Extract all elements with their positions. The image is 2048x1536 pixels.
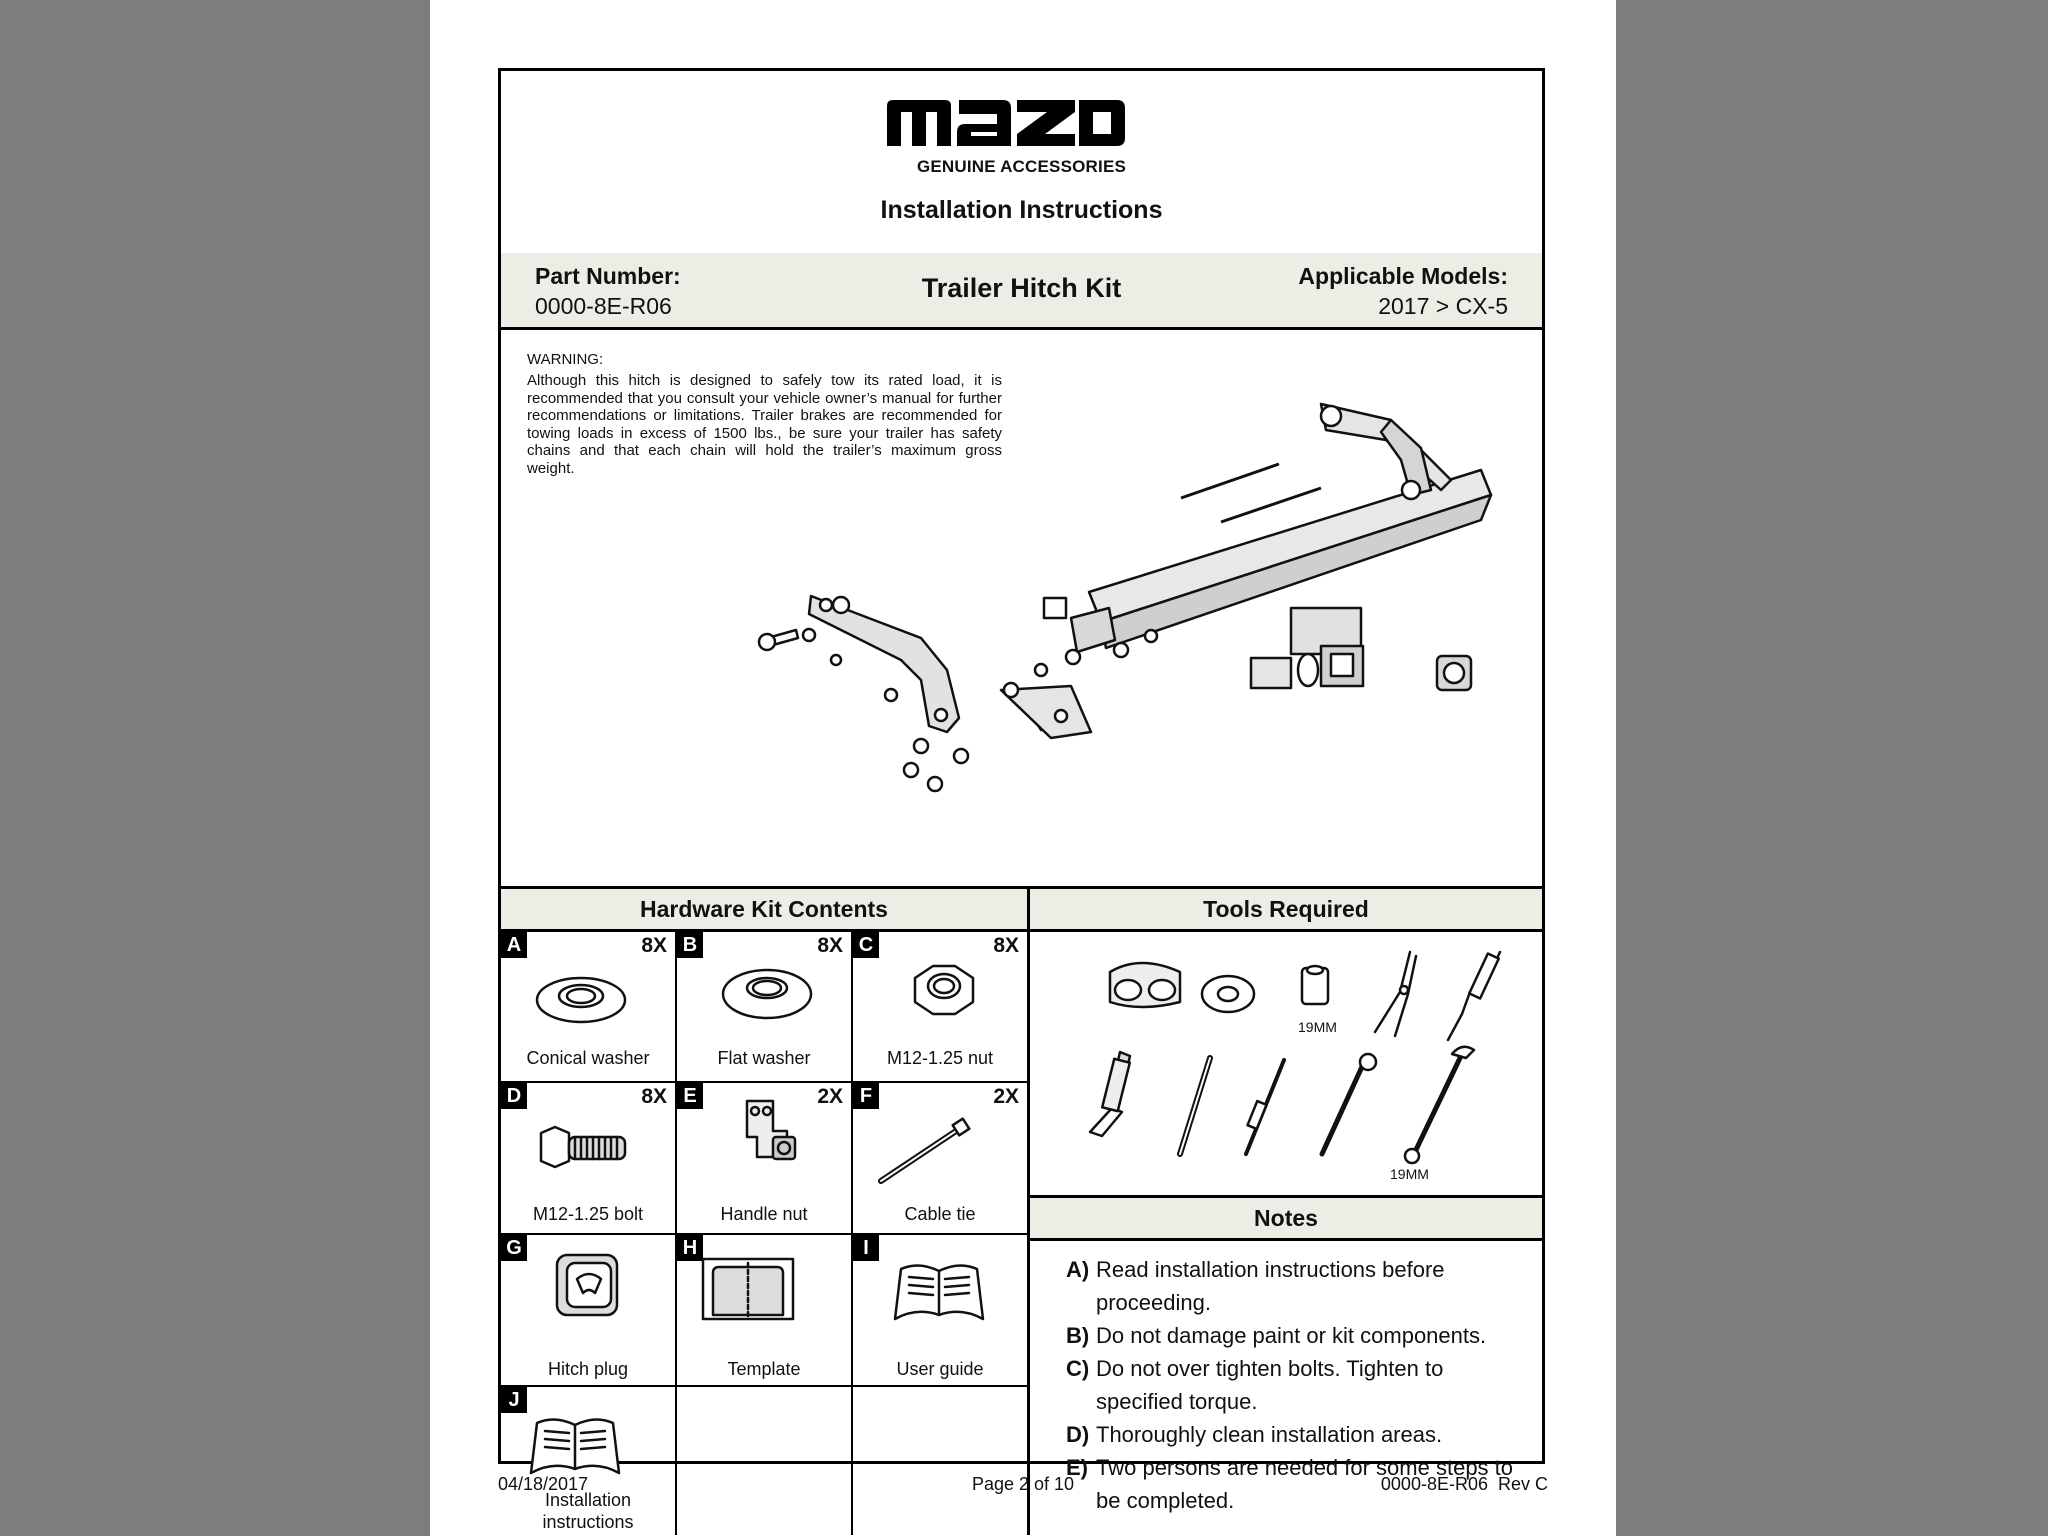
- socket-size-label: 19MM: [1298, 1019, 1337, 1035]
- product-title: Trailer Hitch Kit: [921, 273, 1122, 303]
- item-label: User guide: [896, 1359, 984, 1379]
- hardware-heading: Hardware Kit Contents: [501, 889, 1030, 932]
- item-label: Installation instructions: [542, 1490, 634, 1532]
- note-item: [1066, 1352, 1516, 1418]
- models-value: 2017 > CX-5: [1378, 293, 1508, 319]
- item-quantity: 8X: [641, 1085, 667, 1108]
- note-text: Thoroughly clean installation areas.: [1096, 1422, 1443, 1447]
- item-letter-tag: G: [501, 1235, 527, 1261]
- note-letter: C): [1066, 1356, 1090, 1381]
- brand-subtitle: GENUINE ACCESSORIES: [916, 157, 1127, 176]
- item-label: M12-1.25 bolt: [532, 1204, 644, 1224]
- pliers-icon: [1375, 952, 1416, 1036]
- book-icon: [889, 1255, 989, 1335]
- hardware-grid: [501, 932, 1030, 1535]
- torque-wrench-icon: [1246, 1060, 1284, 1154]
- nut-icon: [893, 958, 993, 1038]
- screwdriver-icon: [1448, 952, 1500, 1040]
- hardware-item-j: [501, 1387, 677, 1535]
- note-text: Two persons are needed for some steps to be completed.: [1096, 1455, 1514, 1513]
- empty-cell: [853, 1387, 1030, 1535]
- note-item: [1066, 1418, 1516, 1451]
- hardware-item-d: [501, 1083, 677, 1235]
- item-label: M12-1.25 nut: [886, 1048, 994, 1068]
- note-letter: B): [1066, 1323, 1090, 1348]
- notes-heading: Notes: [1030, 1198, 1542, 1241]
- conical-washer-icon: [531, 960, 631, 1040]
- part-number-label: Part Number:: [535, 263, 681, 289]
- handle-nut-icon: [717, 1097, 817, 1177]
- models-label: Applicable Models:: [1298, 263, 1508, 289]
- doc-type: Installation Instructions: [880, 196, 1163, 224]
- hardware-item-a: [501, 932, 677, 1083]
- item-label: Hitch plug: [547, 1359, 629, 1379]
- item-letter-tag: E: [677, 1083, 703, 1109]
- drill-icon: [1090, 1052, 1130, 1136]
- hardware-item-f: [853, 1083, 1030, 1235]
- marker-icon: [1180, 1058, 1210, 1154]
- item-letter-tag: D: [501, 1083, 527, 1109]
- item-label: Conical washer: [526, 1048, 650, 1068]
- empty-cell: [677, 1387, 853, 1535]
- note-letter: E): [1066, 1455, 1088, 1480]
- item-quantity: 8X: [817, 934, 843, 957]
- part-number-value: 0000-8E-R06: [535, 293, 672, 319]
- template-icon: [697, 1243, 797, 1323]
- socket-icon: [1302, 966, 1328, 1004]
- flat-washer-icon: [717, 958, 817, 1038]
- item-label: Flat washer: [717, 1048, 811, 1068]
- item-letter-tag: I: [853, 1235, 879, 1261]
- item-quantity: 8X: [993, 934, 1019, 957]
- safety-goggles-icon: [1110, 963, 1180, 1007]
- overview-section: [501, 330, 1542, 889]
- warning-text: Although this hitch is designed to safely tow its rated load, it is recommended that you consult your vehicle owner’s manual for further recommendations or limitations. Trailer brakes are recommended for towing loads in excess of 1500 lbs., be sure your trailer has safety chains and that each chain will hold the trailer’s maximum gross weight.: [527, 372, 1002, 477]
- document-page: [430, 0, 1616, 1536]
- warning-heading: WARNING:: [527, 351, 604, 368]
- note-item: [1066, 1253, 1516, 1319]
- note-item: [1066, 1319, 1516, 1352]
- tools-heading: Tools Required: [1030, 889, 1542, 932]
- note-text: Do not over tighten bolts. Tighten to specified torque.: [1096, 1356, 1444, 1414]
- tape-icon: [1202, 976, 1254, 1012]
- footer-doc-code: 0000-8E-R06 Rev C: [1380, 1474, 1548, 1494]
- part-info-band: [501, 253, 1542, 330]
- item-letter-tag: H: [677, 1235, 703, 1261]
- footer-date: 04/18/2017: [498, 1474, 589, 1494]
- hardware-item-g: [501, 1235, 677, 1387]
- wrench-icon: [1405, 1047, 1474, 1163]
- hitch-plug-icon: [537, 1243, 637, 1323]
- hardware-item-e: [677, 1083, 853, 1235]
- note-letter: D): [1066, 1422, 1090, 1447]
- item-label: Template: [727, 1359, 801, 1379]
- sheet-header: [501, 71, 1542, 256]
- item-letter-tag: A: [501, 932, 527, 958]
- item-letter-tag: B: [677, 932, 703, 958]
- item-quantity: 2X: [817, 1085, 843, 1108]
- item-letter-tag: F: [853, 1083, 879, 1109]
- item-quantity: 8X: [641, 934, 667, 957]
- item-quantity: 2X: [993, 1085, 1019, 1108]
- note-text: Read installation instructions before proceeding.: [1096, 1257, 1445, 1315]
- item-label: Cable tie: [904, 1204, 976, 1224]
- tools-illustration: [1030, 932, 1542, 1195]
- hardware-item-b: [677, 932, 853, 1083]
- note-letter: A): [1066, 1257, 1090, 1282]
- hardware-item-c: [853, 932, 1030, 1083]
- cable-tie-icon: [873, 1113, 973, 1193]
- hitch-assembly-illustration: [631, 360, 1531, 880]
- item-letter-tag: J: [501, 1387, 527, 1413]
- bolt-icon: [531, 1113, 631, 1193]
- tools-panel: [1030, 932, 1542, 1198]
- wrench-size-label: 19MM: [1390, 1166, 1429, 1182]
- footer-page: Page 2 of 10: [971, 1474, 1075, 1494]
- item-label: Handle nut: [720, 1204, 808, 1224]
- ratchet-icon: [1322, 1054, 1376, 1154]
- hardware-item-h: [677, 1235, 853, 1387]
- hardware-item-i: [853, 1235, 1030, 1387]
- mazda-logo: [885, 98, 1147, 148]
- item-letter-tag: C: [853, 932, 879, 958]
- note-text: Do not damage paint or kit components.: [1096, 1323, 1487, 1348]
